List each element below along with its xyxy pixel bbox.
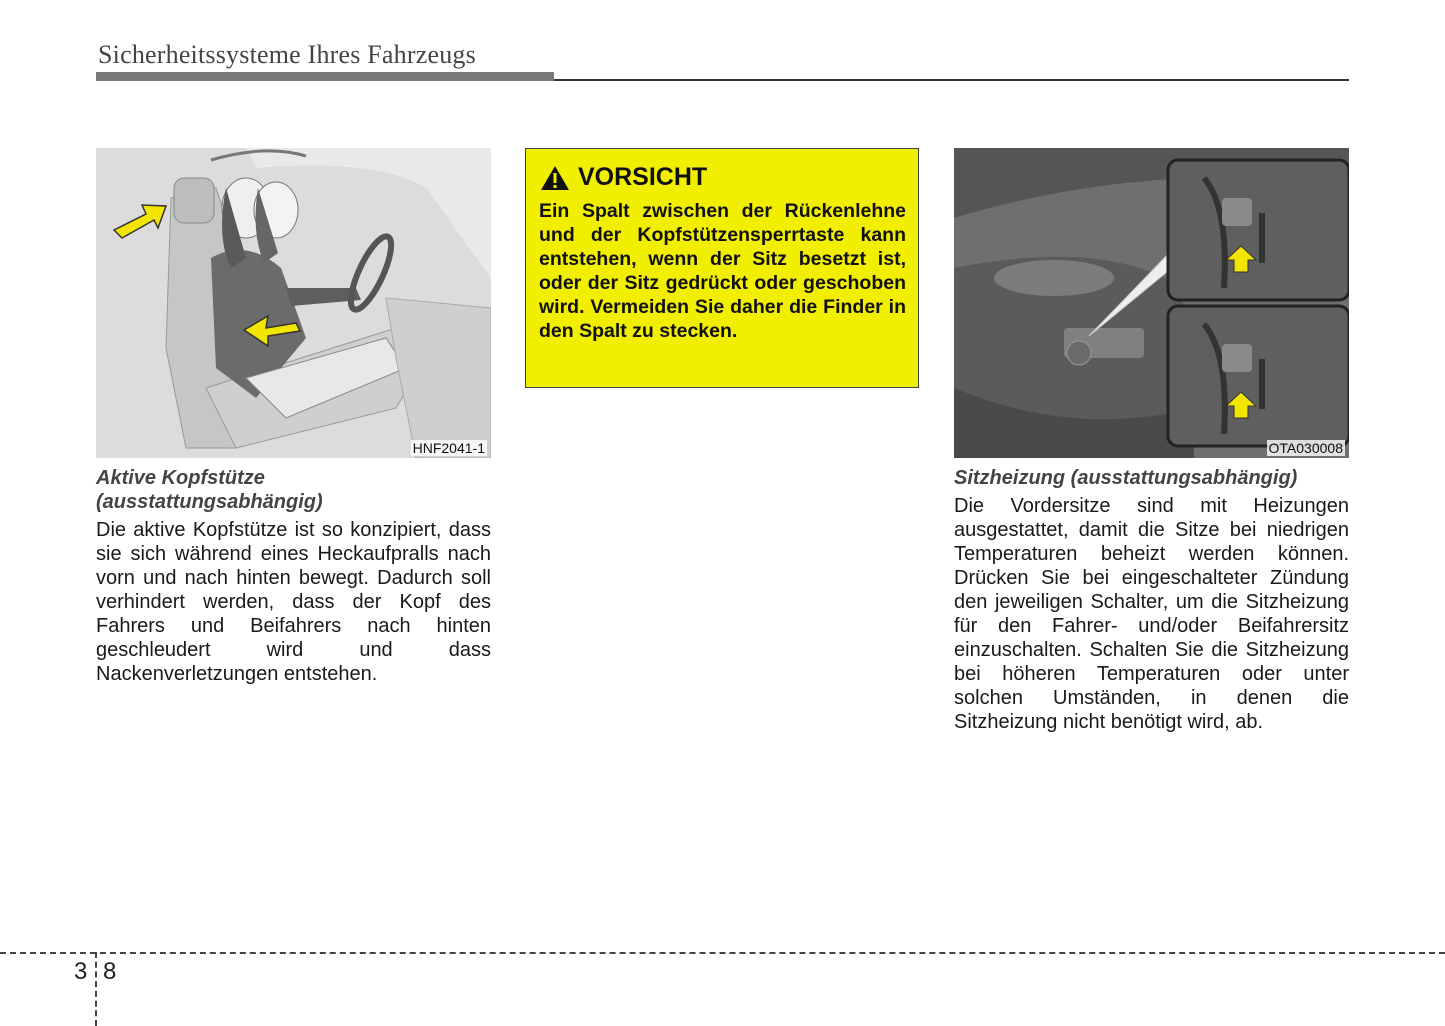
caution-header [540, 163, 707, 192]
warning-triangle-icon [540, 165, 570, 191]
seat-heater-switch-illustration [954, 148, 1349, 458]
footer-dashed-line [0, 952, 1445, 954]
active-headrest-body: Die aktive Kopfstütze ist so konzipiert, dass sie sich während eines Heckaufpralls nach vorn und nach hinten bewegt. Dadurch soll verhindert werden, dass der Kopf des Fahrers und Beifahrers nach hinten geschleudert wird und dass Nackenverletzungen entstehen. [96, 519, 491, 685]
footer-dashed-divider [95, 952, 97, 1026]
page-number: 8 [103, 958, 117, 985]
active-headrest-title-line2: (ausstattungsabhängig) [96, 491, 323, 513]
active-headrest-illustration [96, 148, 491, 458]
page-header-title: Sicherheitssysteme Ihres Fahrzeugs [98, 40, 476, 69]
seat-heater-title: Sitzheizung (ausstattungsabhängig) [954, 467, 1298, 489]
caution-text: Ein Spalt zwischen der Rückenlehne und der Kopfstützensperrtaste kann entstehen, wenn der Sitz besetzt ist, oder der Sitz gedrückt oder geschoben wird. Vermeiden Sie daher die Finder in den Spalt zu stecken. [539, 200, 906, 342]
chapter-number: 3 [74, 958, 88, 985]
figure-label-ota030008: OTA030008 [1268, 440, 1343, 456]
active-headrest-title [96, 466, 491, 514]
seat-heater-body: Die Vordersitze sind mit Heizungen ausgestattet, damit die Sitze bei niedrigen Temperaturen beheizt werden können. Drücken Sie bei eingeschalteter Zündung den jeweiligen Schalter, um die Sitzheizung für den Fahrer- und/oder Beifahrersitz einzuschalten. Schalten Sie die Sitzheizung bei höheren Temperaturen oder unter solchen Umständen, in denen die Sitzheizung nicht benötigt wird, ab. [954, 495, 1349, 733]
header-bar-thick [96, 72, 554, 81]
header-bar-thin [554, 79, 1349, 81]
active-headrest-title-line1: Aktive Kopfstütze [96, 467, 265, 489]
caution-title: VORSICHT [578, 163, 708, 191]
figure-label-hnf2041: HNF2041-1 [412, 440, 485, 456]
caution-box [525, 148, 919, 388]
